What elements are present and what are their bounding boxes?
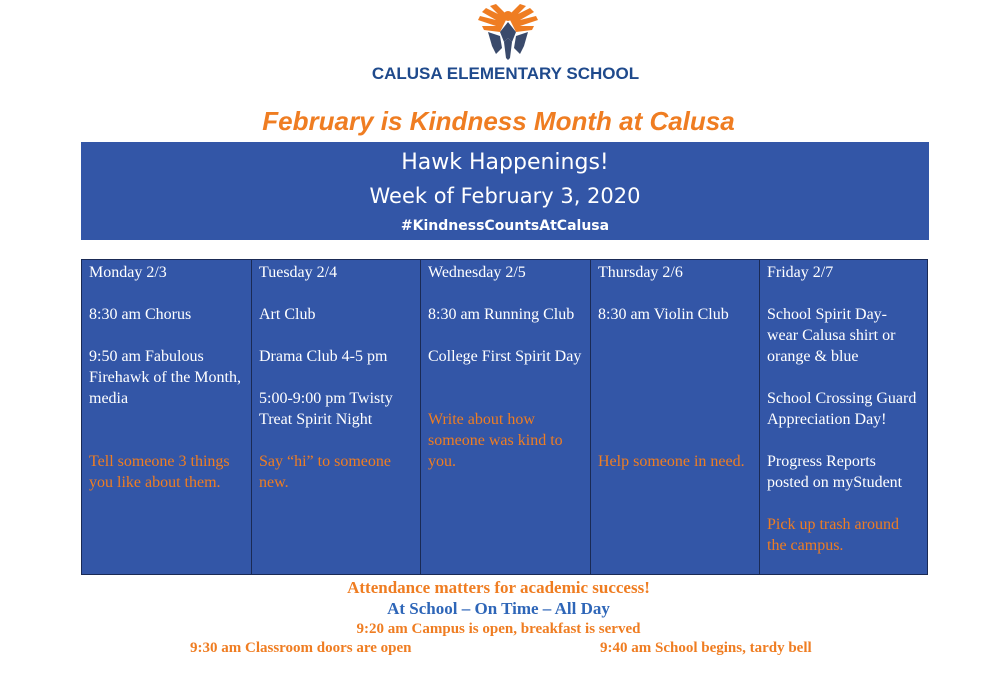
day-title: Tuesday 2/4: [259, 264, 338, 281]
day-title: Friday 2/7: [767, 264, 834, 281]
weekly-schedule-table: [81, 259, 928, 575]
day-column-friday: [760, 260, 927, 574]
day-column-wednesday: [421, 260, 591, 574]
event: School Spirit Day- wear Calusa shirt or orange & blue: [767, 306, 896, 365]
school-begins-time: 9:40 am School begins, tardy bell: [600, 640, 812, 656]
banner-title: Hawk Happenings!: [401, 150, 609, 175]
hawk-happenings-banner: [81, 142, 929, 240]
event: 8:30 am Chorus: [89, 306, 192, 323]
calusa-hawk-logo-icon: [466, 2, 550, 62]
day-title: Monday 2/3: [89, 264, 167, 281]
event: Progress Reports posted on myStudent: [767, 453, 903, 491]
kindness-month-title: February is Kindness Month at Calusa: [262, 106, 735, 136]
school-name: CALUSA ELEMENTARY SCHOOL: [371, 64, 640, 83]
event: Drama Club 4-5 pm: [259, 348, 388, 365]
kindness-tip: Tell someone 3 things you like about them.: [89, 453, 230, 491]
day-title: Thursday 2/6: [598, 264, 683, 281]
event: 9:50 am Fabulous Firehawk of the Month, media: [89, 348, 241, 407]
attendance-message: Attendance matters for academic success!: [347, 578, 650, 597]
day-title: Wednesday 2/5: [428, 264, 526, 281]
day-column-monday: [82, 260, 252, 574]
event: 8:30 am Violin Club: [598, 306, 729, 323]
kindness-tip: Pick up trash around the campus.: [767, 516, 899, 554]
day-column-thursday: [591, 260, 760, 574]
day-column-tuesday: [252, 260, 421, 574]
classroom-doors-time: 9:30 am Classroom doors are open: [190, 640, 412, 656]
attendance-slogan: At School – On Time – All Day: [387, 599, 610, 618]
event: 8:30 am Running Club: [428, 306, 575, 323]
banner-week: Week of February 3, 2020: [369, 184, 641, 208]
event: College First Spirit Day: [428, 348, 582, 365]
event: 5:00-9:00 pm Twisty Treat Spirit Night: [259, 390, 393, 428]
kindness-tip: Say “hi” to someone new.: [259, 453, 391, 491]
kindness-tip: Help someone in need.: [598, 453, 745, 470]
banner-hashtag: #KindnessCountsAtCalusa: [400, 218, 610, 234]
campus-open-time: 9:20 am Campus is open, breakfast is served: [356, 621, 641, 637]
event: School Crossing Guard Appreciation Day!: [767, 390, 917, 428]
event: Art Club: [259, 306, 316, 323]
kindness-tip: Write about how someone was kind to you.: [428, 411, 563, 470]
